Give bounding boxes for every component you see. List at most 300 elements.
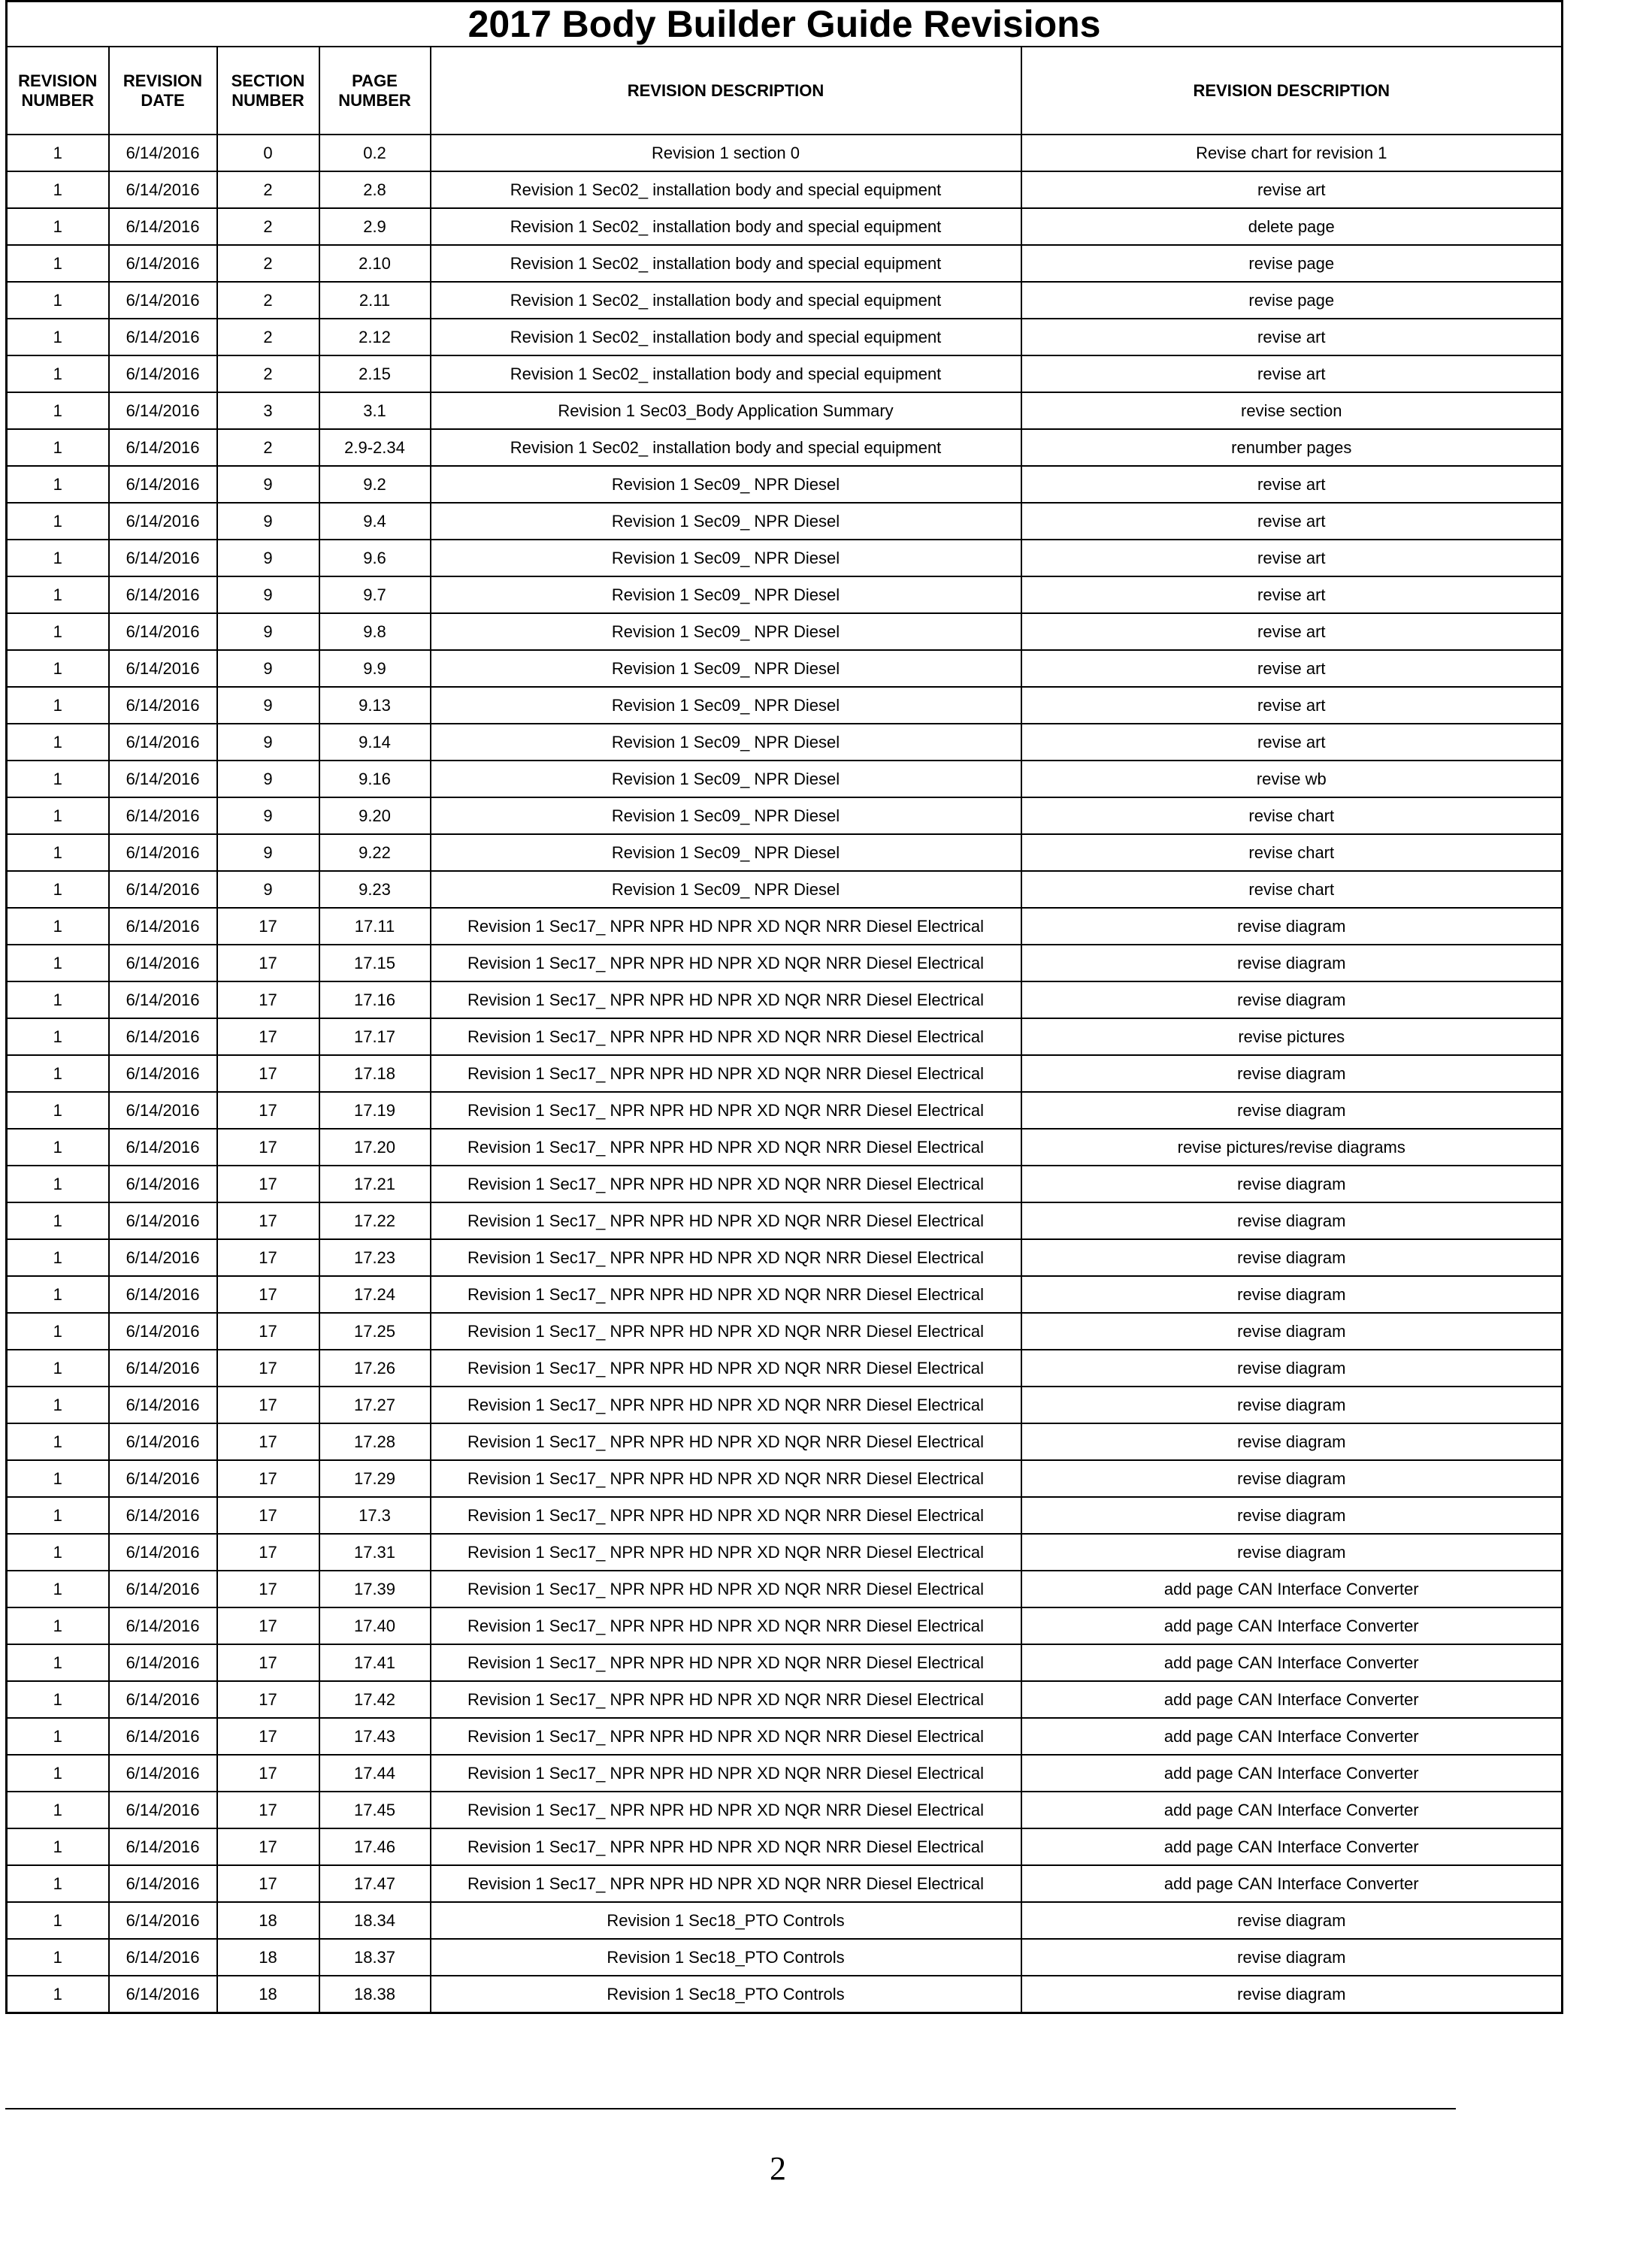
revision-number-cell: 1 (7, 540, 109, 576)
revision-date-cell: 6/14/2016 (109, 1902, 217, 1939)
revision-action-cell: revise art (1021, 355, 1563, 392)
revision-action-cell: revise diagram (1021, 1276, 1563, 1313)
revision-description-cell: Revision 1 Sec09_ NPR Diesel (431, 613, 1021, 650)
table-row (7, 908, 1563, 945)
revision-description-cell: Revision 1 Sec09_ NPR Diesel (431, 834, 1021, 871)
revision-date-cell: 6/14/2016 (109, 1607, 217, 1644)
revision-description-cell: Revision 1 Sec17_ NPR NPR HD NPR XD NQR NRR Diesel Electrical (431, 1460, 1021, 1497)
page-number-cell: 2.10 (319, 245, 431, 282)
revision-description-cell: Revision 1 Sec17_ NPR NPR HD NPR XD NQR NRR Diesel Electrical (431, 1350, 1021, 1387)
section-number-cell: 9 (217, 761, 319, 797)
revision-action-cell: revise page (1021, 282, 1563, 319)
table-row (7, 834, 1563, 871)
revision-action-cell: revise diagram (1021, 1976, 1563, 2013)
revision-action-cell: add page CAN Interface Converter (1021, 1681, 1563, 1718)
revision-description-cell: Revision 1 Sec17_ NPR NPR HD NPR XD NQR NRR Diesel Electrical (431, 1828, 1021, 1865)
section-number-cell: 17 (217, 1350, 319, 1387)
revision-action-cell: revise diagram (1021, 1497, 1563, 1534)
page-number-cell: 2.9-2.34 (319, 429, 431, 466)
revision-action-cell: revise diagram (1021, 1902, 1563, 1939)
revision-action-cell: revise diagram (1021, 981, 1563, 1018)
page-number-cell: 17.43 (319, 1718, 431, 1755)
revision-description-cell: Revision 1 Sec02_ installation body and special equipment (431, 355, 1021, 392)
revision-description-cell: Revision 1 Sec17_ NPR NPR HD NPR XD NQR NRR Diesel Electrical (431, 1607, 1021, 1644)
revision-number-cell: 1 (7, 871, 109, 908)
table-row (7, 1276, 1563, 1313)
section-number-cell: 17 (217, 1239, 319, 1276)
revision-number-cell: 1 (7, 208, 109, 245)
revision-action-cell: revise wb (1021, 761, 1563, 797)
table-row (7, 503, 1563, 540)
page-number-cell: 2.12 (319, 319, 431, 355)
revision-date-cell: 6/14/2016 (109, 171, 217, 208)
revision-description-cell: Revision 1 Sec18_PTO Controls (431, 1939, 1021, 1976)
section-number-cell: 17 (217, 1423, 319, 1460)
revision-action-cell: add page CAN Interface Converter (1021, 1865, 1563, 1902)
revision-action-cell: revise art (1021, 503, 1563, 540)
table-row (7, 761, 1563, 797)
revision-number-cell: 1 (7, 724, 109, 761)
section-number-cell: 17 (217, 1644, 319, 1681)
table-row (7, 171, 1563, 208)
page-number-cell: 17.3 (319, 1497, 431, 1534)
section-number-cell: 17 (217, 981, 319, 1018)
page-number-cell: 17.42 (319, 1681, 431, 1718)
table-row (7, 1166, 1563, 1202)
revision-date-cell: 6/14/2016 (109, 355, 217, 392)
revision-description-cell: Revision 1 Sec02_ installation body and special equipment (431, 245, 1021, 282)
page-number-cell: 0.2 (319, 135, 431, 171)
section-number-cell: 9 (217, 687, 319, 724)
page-number-cell: 9.14 (319, 724, 431, 761)
page-number-cell: 2.9 (319, 208, 431, 245)
section-number-cell: 17 (217, 945, 319, 981)
table-row (7, 1497, 1563, 1534)
revision-date-cell: 6/14/2016 (109, 1423, 217, 1460)
section-number-cell: 2 (217, 208, 319, 245)
table-row (7, 981, 1563, 1018)
table-row (7, 1202, 1563, 1239)
section-number-cell: 2 (217, 245, 319, 282)
page-title: 2017 Body Builder Guide Revisions (7, 2, 1563, 47)
table-row (7, 1387, 1563, 1423)
revision-date-cell: 6/14/2016 (109, 1129, 217, 1166)
revision-date-cell: 6/14/2016 (109, 1313, 217, 1350)
revision-number-cell: 1 (7, 1202, 109, 1239)
revision-date-cell: 6/14/2016 (109, 245, 217, 282)
page-number-cell: 9.22 (319, 834, 431, 871)
revision-description-cell: Revision 1 Sec09_ NPR Diesel (431, 724, 1021, 761)
revision-number-cell: 1 (7, 687, 109, 724)
revision-date-cell: 6/14/2016 (109, 1018, 217, 1055)
table-row (7, 871, 1563, 908)
revisions-table (5, 0, 1563, 2014)
revision-action-cell: revise art (1021, 613, 1563, 650)
section-number-cell: 17 (217, 1718, 319, 1755)
revision-date-cell: 6/14/2016 (109, 1460, 217, 1497)
revision-description-cell: Revision 1 Sec02_ installation body and special equipment (431, 208, 1021, 245)
section-number-cell: 17 (217, 1276, 319, 1313)
table-row (7, 1902, 1563, 1939)
revision-number-cell: 1 (7, 1092, 109, 1129)
revision-number-cell: 1 (7, 613, 109, 650)
revision-date-cell: 6/14/2016 (109, 282, 217, 319)
revision-action-cell: revise art (1021, 724, 1563, 761)
page-number-cell: 17.31 (319, 1534, 431, 1571)
revision-description-cell: Revision 1 Sec02_ installation body and special equipment (431, 429, 1021, 466)
title-row (7, 2, 1563, 47)
revision-date-cell: 6/14/2016 (109, 724, 217, 761)
section-number-cell: 2 (217, 319, 319, 355)
revision-action-cell: revise art (1021, 687, 1563, 724)
revision-action-cell: revise diagram (1021, 1350, 1563, 1387)
revision-description-cell: Revision 1 Sec03_Body Application Summary (431, 392, 1021, 429)
table-row (7, 245, 1563, 282)
revision-number-cell: 1 (7, 1460, 109, 1497)
page-number-cell: 9.16 (319, 761, 431, 797)
header-revision-number: REVISION NUMBER (7, 47, 109, 135)
table-row (7, 1644, 1563, 1681)
revision-date-cell: 6/14/2016 (109, 503, 217, 540)
revision-number-cell: 1 (7, 1644, 109, 1681)
section-number-cell: 17 (217, 1571, 319, 1607)
revision-date-cell: 6/14/2016 (109, 1644, 217, 1681)
section-number-cell: 17 (217, 1129, 319, 1166)
revision-description-cell: Revision 1 Sec17_ NPR NPR HD NPR XD NQR NRR Diesel Electrical (431, 1865, 1021, 1902)
page-number-cell: 17.11 (319, 908, 431, 945)
revision-action-cell: revise diagram (1021, 1313, 1563, 1350)
table-row (7, 1129, 1563, 1166)
revision-number-cell: 1 (7, 1387, 109, 1423)
revision-description-cell: Revision 1 Sec09_ NPR Diesel (431, 687, 1021, 724)
table-row (7, 466, 1563, 503)
revision-description-cell: Revision 1 Sec09_ NPR Diesel (431, 503, 1021, 540)
revision-date-cell: 6/14/2016 (109, 1718, 217, 1755)
revision-action-cell: add page CAN Interface Converter (1021, 1571, 1563, 1607)
revision-description-cell: Revision 1 Sec17_ NPR NPR HD NPR XD NQR NRR Diesel Electrical (431, 1497, 1021, 1534)
revision-number-cell: 1 (7, 1276, 109, 1313)
revision-number-cell: 1 (7, 1681, 109, 1718)
section-number-cell: 9 (217, 613, 319, 650)
revision-action-cell: revise diagram (1021, 1055, 1563, 1092)
section-number-cell: 17 (217, 1755, 319, 1792)
revision-number-cell: 1 (7, 355, 109, 392)
page-number-cell: 17.39 (319, 1571, 431, 1607)
revision-date-cell: 6/14/2016 (109, 1865, 217, 1902)
revision-date-cell: 6/14/2016 (109, 871, 217, 908)
revision-date-cell: 6/14/2016 (109, 1571, 217, 1607)
section-number-cell: 9 (217, 650, 319, 687)
revision-date-cell: 6/14/2016 (109, 1534, 217, 1571)
revision-action-cell: revise diagram (1021, 945, 1563, 981)
section-number-cell: 18 (217, 1939, 319, 1976)
revision-description-cell: Revision 1 Sec17_ NPR NPR HD NPR XD NQR NRR Diesel Electrical (431, 1534, 1021, 1571)
column-header-row (7, 47, 1563, 135)
page-number-cell: 17.24 (319, 1276, 431, 1313)
page-number-cell: 9.9 (319, 650, 431, 687)
page-number: 2 (770, 2150, 786, 2187)
section-number-cell: 17 (217, 1092, 319, 1129)
table-row (7, 687, 1563, 724)
revision-action-cell: revise pictures (1021, 1018, 1563, 1055)
revision-number-cell: 1 (7, 1939, 109, 1976)
revision-number-cell: 1 (7, 945, 109, 981)
section-number-cell: 17 (217, 1387, 319, 1423)
page-number-cell: 9.20 (319, 797, 431, 834)
revision-action-cell: add page CAN Interface Converter (1021, 1644, 1563, 1681)
page-number-cell: 17.29 (319, 1460, 431, 1497)
revision-date-cell: 6/14/2016 (109, 981, 217, 1018)
revision-description-cell: Revision 1 Sec17_ NPR NPR HD NPR XD NQR NRR Diesel Electrical (431, 1571, 1021, 1607)
revision-description-cell: Revision 1 Sec09_ NPR Diesel (431, 650, 1021, 687)
revision-action-cell: renumber pages (1021, 429, 1563, 466)
page-number-cell: 18.34 (319, 1902, 431, 1939)
revision-description-cell: Revision 1 Sec09_ NPR Diesel (431, 540, 1021, 576)
table-row (7, 1571, 1563, 1607)
revision-date-cell: 6/14/2016 (109, 945, 217, 981)
page-number-cell: 17.40 (319, 1607, 431, 1644)
table-body (7, 135, 1563, 2013)
revision-number-cell: 1 (7, 1423, 109, 1460)
revision-description-cell: Revision 1 Sec02_ installation body and special equipment (431, 282, 1021, 319)
revision-date-cell: 6/14/2016 (109, 576, 217, 613)
revision-number-cell: 1 (7, 1534, 109, 1571)
revision-description-cell: Revision 1 Sec17_ NPR NPR HD NPR XD NQR NRR Diesel Electrical (431, 1055, 1021, 1092)
revision-date-cell: 6/14/2016 (109, 135, 217, 171)
table-row (7, 945, 1563, 981)
page-number-cell: 17.21 (319, 1166, 431, 1202)
page-number-cell: 17.22 (319, 1202, 431, 1239)
revision-action-cell: add page CAN Interface Converter (1021, 1718, 1563, 1755)
revision-number-cell: 1 (7, 797, 109, 834)
revision-number-cell: 1 (7, 1865, 109, 1902)
revision-action-cell: add page CAN Interface Converter (1021, 1755, 1563, 1792)
revision-number-cell: 1 (7, 908, 109, 945)
revision-number-cell: 1 (7, 429, 109, 466)
revision-action-cell: revise page (1021, 245, 1563, 282)
revision-action-cell: revise art (1021, 650, 1563, 687)
revision-number-cell: 1 (7, 1018, 109, 1055)
revision-description-cell: Revision 1 Sec17_ NPR NPR HD NPR XD NQR NRR Diesel Electrical (431, 1018, 1021, 1055)
table-row (7, 1607, 1563, 1644)
section-number-cell: 17 (217, 1607, 319, 1644)
page-number-cell: 2.11 (319, 282, 431, 319)
revision-action-cell: revise art (1021, 540, 1563, 576)
revision-number-cell: 1 (7, 1607, 109, 1644)
section-number-cell: 9 (217, 834, 319, 871)
page-number-cell: 3.1 (319, 392, 431, 429)
revision-date-cell: 6/14/2016 (109, 797, 217, 834)
revision-action-cell: revise art (1021, 466, 1563, 503)
revision-description-cell: Revision 1 Sec18_PTO Controls (431, 1902, 1021, 1939)
revision-number-cell: 1 (7, 466, 109, 503)
revision-number-cell: 1 (7, 1129, 109, 1166)
revision-number-cell: 1 (7, 245, 109, 282)
revision-date-cell: 6/14/2016 (109, 1276, 217, 1313)
page-number-cell: 2.8 (319, 171, 431, 208)
page-number-cell: 17.25 (319, 1313, 431, 1350)
page-number-cell: 17.26 (319, 1350, 431, 1387)
revision-date-cell: 6/14/2016 (109, 466, 217, 503)
revision-date-cell: 6/14/2016 (109, 1681, 217, 1718)
revision-number-cell: 1 (7, 1239, 109, 1276)
revision-number-cell: 1 (7, 1350, 109, 1387)
revision-action-cell: revise pictures/revise diagrams (1021, 1129, 1563, 1166)
table-row (7, 1055, 1563, 1092)
revision-number-cell: 1 (7, 135, 109, 171)
revision-number-cell: 1 (7, 171, 109, 208)
section-number-cell: 3 (217, 392, 319, 429)
revision-action-cell: revise art (1021, 171, 1563, 208)
revision-number-cell: 1 (7, 650, 109, 687)
page-number-cell: 17.41 (319, 1644, 431, 1681)
revision-description-cell: Revision 1 Sec17_ NPR NPR HD NPR XD NQR NRR Diesel Electrical (431, 1092, 1021, 1129)
table-row (7, 1423, 1563, 1460)
revision-action-cell: revise diagram (1021, 1166, 1563, 1202)
table-row (7, 319, 1563, 355)
revision-description-cell: Revision 1 Sec17_ NPR NPR HD NPR XD NQR NRR Diesel Electrical (431, 1423, 1021, 1460)
page-number-cell: 9.8 (319, 613, 431, 650)
revision-action-cell: revise diagram (1021, 1423, 1563, 1460)
revision-number-cell: 1 (7, 392, 109, 429)
page-number-cell: 17.46 (319, 1828, 431, 1865)
revision-date-cell: 6/14/2016 (109, 540, 217, 576)
revision-action-cell: revise diagram (1021, 1939, 1563, 1976)
revision-number-cell: 1 (7, 319, 109, 355)
revision-number-cell: 1 (7, 1902, 109, 1939)
table-row (7, 797, 1563, 834)
revision-description-cell: Revision 1 Sec17_ NPR NPR HD NPR XD NQR NRR Diesel Electrical (431, 1718, 1021, 1755)
revision-description-cell: Revision 1 Sec09_ NPR Diesel (431, 576, 1021, 613)
section-number-cell: 9 (217, 503, 319, 540)
revision-number-cell: 1 (7, 1055, 109, 1092)
table-row (7, 1313, 1563, 1350)
section-number-cell: 2 (217, 355, 319, 392)
page-number-cell: 2.15 (319, 355, 431, 392)
revision-number-cell: 1 (7, 834, 109, 871)
section-number-cell: 17 (217, 1313, 319, 1350)
revision-date-cell: 6/14/2016 (109, 1497, 217, 1534)
revision-number-cell: 1 (7, 1571, 109, 1607)
revision-description-cell: Revision 1 Sec17_ NPR NPR HD NPR XD NQR NRR Diesel Electrical (431, 1755, 1021, 1792)
section-number-cell: 9 (217, 797, 319, 834)
section-number-cell: 18 (217, 1976, 319, 2013)
revision-date-cell: 6/14/2016 (109, 834, 217, 871)
revision-date-cell: 6/14/2016 (109, 429, 217, 466)
section-number-cell: 9 (217, 724, 319, 761)
header-revision-description: REVISION DESCRIPTION (431, 47, 1021, 135)
table-row (7, 1755, 1563, 1792)
table-row (7, 282, 1563, 319)
revision-description-cell: Revision 1 Sec17_ NPR NPR HD NPR XD NQR NRR Diesel Electrical (431, 1792, 1021, 1828)
section-number-cell: 17 (217, 1018, 319, 1055)
revision-action-cell: revise diagram (1021, 1239, 1563, 1276)
section-number-cell: 9 (217, 466, 319, 503)
revision-action-cell: revise art (1021, 576, 1563, 613)
section-number-cell: 2 (217, 282, 319, 319)
page-number-cell: 17.15 (319, 945, 431, 981)
revision-action-cell: add page CAN Interface Converter (1021, 1828, 1563, 1865)
table-row (7, 1018, 1563, 1055)
revision-action-cell: add page CAN Interface Converter (1021, 1607, 1563, 1644)
revision-action-cell: Revise chart for revision 1 (1021, 135, 1563, 171)
revision-action-cell: add page CAN Interface Converter (1021, 1792, 1563, 1828)
page-number-cell: 9.13 (319, 687, 431, 724)
revision-description-cell: Revision 1 Sec17_ NPR NPR HD NPR XD NQR NRR Diesel Electrical (431, 981, 1021, 1018)
table-row (7, 650, 1563, 687)
page-number-cell: 9.2 (319, 466, 431, 503)
page-number-cell: 17.19 (319, 1092, 431, 1129)
table-row (7, 208, 1563, 245)
table-row (7, 1718, 1563, 1755)
header-revision-date: REVISION DATE (109, 47, 217, 135)
revision-date-cell: 6/14/2016 (109, 908, 217, 945)
section-number-cell: 17 (217, 1792, 319, 1828)
section-number-cell: 17 (217, 1534, 319, 1571)
table-row (7, 1092, 1563, 1129)
table-row (7, 1239, 1563, 1276)
revision-description-cell: Revision 1 Sec18_PTO Controls (431, 1976, 1021, 2013)
revision-date-cell: 6/14/2016 (109, 761, 217, 797)
revision-description-cell: Revision 1 Sec17_ NPR NPR HD NPR XD NQR NRR Diesel Electrical (431, 1129, 1021, 1166)
page-number-cell: 17.28 (319, 1423, 431, 1460)
revision-number-cell: 1 (7, 282, 109, 319)
revision-description-cell: Revision 1 Sec09_ NPR Diesel (431, 871, 1021, 908)
section-number-cell: 2 (217, 171, 319, 208)
table-row (7, 1350, 1563, 1387)
revision-action-cell: revise diagram (1021, 1202, 1563, 1239)
revision-date-cell: 6/14/2016 (109, 1792, 217, 1828)
revision-date-cell: 6/14/2016 (109, 1166, 217, 1202)
revision-number-cell: 1 (7, 1718, 109, 1755)
section-number-cell: 17 (217, 1166, 319, 1202)
table-row (7, 1976, 1563, 2013)
revision-description-cell: Revision 1 Sec09_ NPR Diesel (431, 797, 1021, 834)
revision-action-cell: revise diagram (1021, 1092, 1563, 1129)
revision-date-cell: 6/14/2016 (109, 1239, 217, 1276)
revision-date-cell: 6/14/2016 (109, 319, 217, 355)
table-row (7, 613, 1563, 650)
page-number-cell: 9.7 (319, 576, 431, 613)
table-row (7, 1939, 1563, 1976)
revision-number-cell: 1 (7, 1313, 109, 1350)
revision-description-cell: Revision 1 Sec17_ NPR NPR HD NPR XD NQR NRR Diesel Electrical (431, 1276, 1021, 1313)
revision-date-cell: 6/14/2016 (109, 1828, 217, 1865)
table-row (7, 1460, 1563, 1497)
section-number-cell: 17 (217, 1828, 319, 1865)
section-number-cell: 17 (217, 1865, 319, 1902)
revision-action-cell: revise art (1021, 319, 1563, 355)
revision-action-cell: delete page (1021, 208, 1563, 245)
revision-description-cell: Revision 1 Sec09_ NPR Diesel (431, 466, 1021, 503)
revision-action-cell: revise diagram (1021, 1387, 1563, 1423)
section-number-cell: 2 (217, 429, 319, 466)
revision-description-cell: Revision 1 Sec17_ NPR NPR HD NPR XD NQR NRR Diesel Electrical (431, 1387, 1021, 1423)
section-number-cell: 17 (217, 1497, 319, 1534)
revision-description-cell: Revision 1 Sec17_ NPR NPR HD NPR XD NQR NRR Diesel Electrical (431, 1202, 1021, 1239)
page-number-cell: 9.23 (319, 871, 431, 908)
table-row (7, 392, 1563, 429)
table-row (7, 1865, 1563, 1902)
revision-description-cell: Revision 1 Sec17_ NPR NPR HD NPR XD NQR NRR Diesel Electrical (431, 1644, 1021, 1681)
page-number-cell: 17.16 (319, 981, 431, 1018)
revision-number-cell: 1 (7, 761, 109, 797)
revision-number-cell: 1 (7, 1166, 109, 1202)
section-number-cell: 17 (217, 1202, 319, 1239)
section-number-cell: 17 (217, 1460, 319, 1497)
revision-description-cell: Revision 1 Sec17_ NPR NPR HD NPR XD NQR NRR Diesel Electrical (431, 1166, 1021, 1202)
page-number-cell: 17.44 (319, 1755, 431, 1792)
